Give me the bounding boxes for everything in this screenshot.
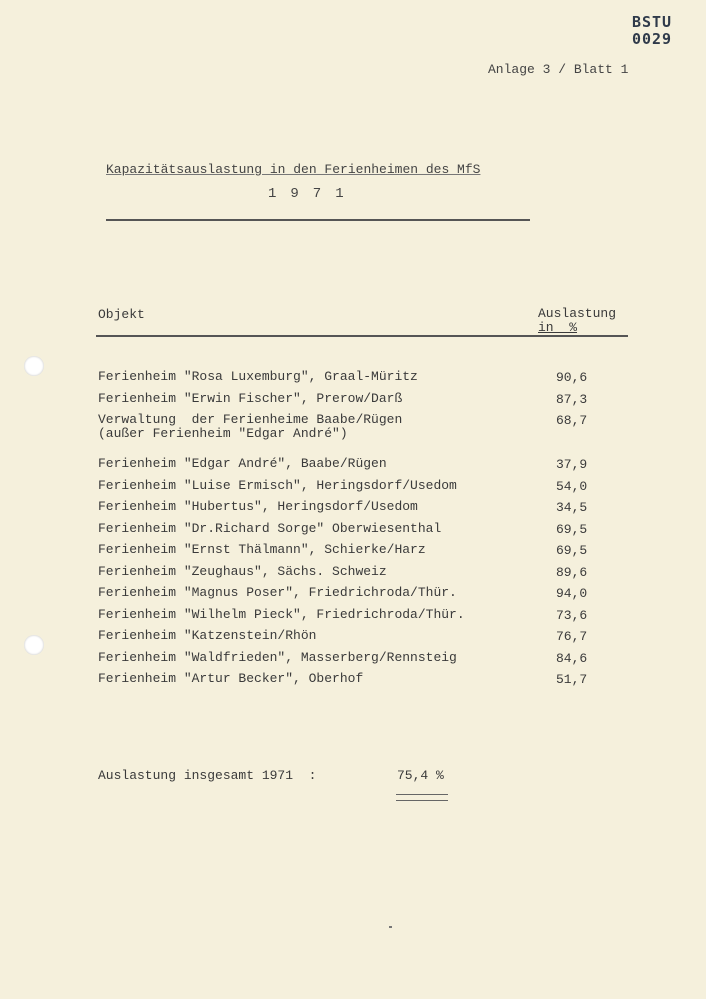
row-load-value: 94,0 (556, 586, 588, 601)
occupancy-table (98, 370, 608, 694)
table-row (98, 543, 608, 565)
row-object-name: Ferienheim "Zeughaus", Sächs. Schweiz (98, 563, 387, 579)
table-row (98, 522, 608, 544)
table-row (98, 457, 608, 479)
row-object-name: Ferienheim "Hubertus", Heringsdorf/Usedom (98, 499, 418, 514)
archive-stamp (622, 14, 682, 48)
row-object-name: Verwaltung der Ferienheime Baabe/Rügen (außer Ferienheim "Edgar André") (98, 412, 403, 441)
row-object-name: Ferienheim "Waldfrieden", Masserberg/Rennsteig (98, 649, 457, 665)
row-object-name: Ferienheim "Erwin Fischer", Prerow/Darß (98, 390, 403, 406)
row-object-name: Ferienheim "Edgar André", Baabe/Rügen (98, 456, 387, 471)
table-row (98, 413, 608, 457)
table-row (98, 565, 608, 587)
table-row (98, 586, 608, 608)
row-load-value: 87,3 (556, 391, 588, 407)
total-value: 75,4 % (397, 768, 444, 783)
column-header-load-line2: in % (538, 320, 578, 335)
column-header-object: Objekt (98, 307, 145, 322)
row-load-value: 73,6 (556, 607, 588, 623)
row-object-name: Ferienheim "Luise Ermisch", Heringsdorf/Usedom (98, 477, 457, 493)
row-object-name: Ferienheim "Artur Becker", Oberhof (98, 671, 364, 686)
punch-hole (24, 635, 44, 655)
row-object-name: Ferienheim "Ernst Thälmann", Schierke/Harz (98, 542, 426, 557)
attachment-reference: Anlage 3 / Blatt 1 (488, 62, 629, 77)
row-load-value: 54,0 (556, 478, 588, 494)
table-row (98, 672, 608, 694)
title-divider (106, 219, 530, 221)
ink-mark (389, 926, 392, 928)
row-object-name: Ferienheim "Rosa Luxemburg", Graal-Müritz (98, 369, 418, 384)
row-object-name: Ferienheim "Wilhelm Pieck", Friedrichroda/Thür. (98, 606, 465, 622)
table-row (98, 370, 608, 392)
document-title: Kapazitätsauslastung in den Ferienheimen des MfS (106, 162, 481, 177)
total-double-underline (396, 794, 448, 801)
row-load-value: 69,5 (556, 521, 588, 537)
header-divider (96, 335, 628, 337)
row-object-name: Ferienheim "Dr.Richard Sorge" Oberwiesenthal (98, 520, 442, 536)
row-load-value: 51,7 (556, 672, 588, 687)
row-load-value: 34,5 (556, 500, 588, 515)
stamp-line-1: BSTU (631, 13, 673, 31)
row-load-value: 68,7 (556, 413, 588, 428)
column-header-load-line1: Auslastung (538, 306, 617, 321)
row-load-value: 69,5 (556, 543, 588, 558)
document-year: 1971 (268, 186, 358, 202)
stamp-line-2: 0029 (631, 30, 673, 48)
row-load-value: 84,6 (556, 650, 588, 666)
row-load-value: 90,6 (556, 370, 588, 385)
table-row (98, 500, 608, 522)
row-object-name: Ferienheim "Magnus Poser", Friedrichroda/Thür. (98, 585, 457, 600)
total-label: Auslastung insgesamt 1971 : (98, 768, 317, 783)
table-row (98, 479, 608, 501)
table-row (98, 392, 608, 414)
table-row (98, 608, 608, 630)
table-row (98, 651, 608, 673)
table-row (98, 629, 608, 651)
punch-hole (24, 356, 44, 376)
row-load-value: 89,6 (556, 564, 588, 580)
row-object-name: Ferienheim "Katzenstein/Rhön (98, 628, 317, 643)
column-header-load (538, 307, 616, 335)
row-load-value: 37,9 (556, 457, 588, 472)
row-load-value: 76,7 (556, 629, 588, 644)
